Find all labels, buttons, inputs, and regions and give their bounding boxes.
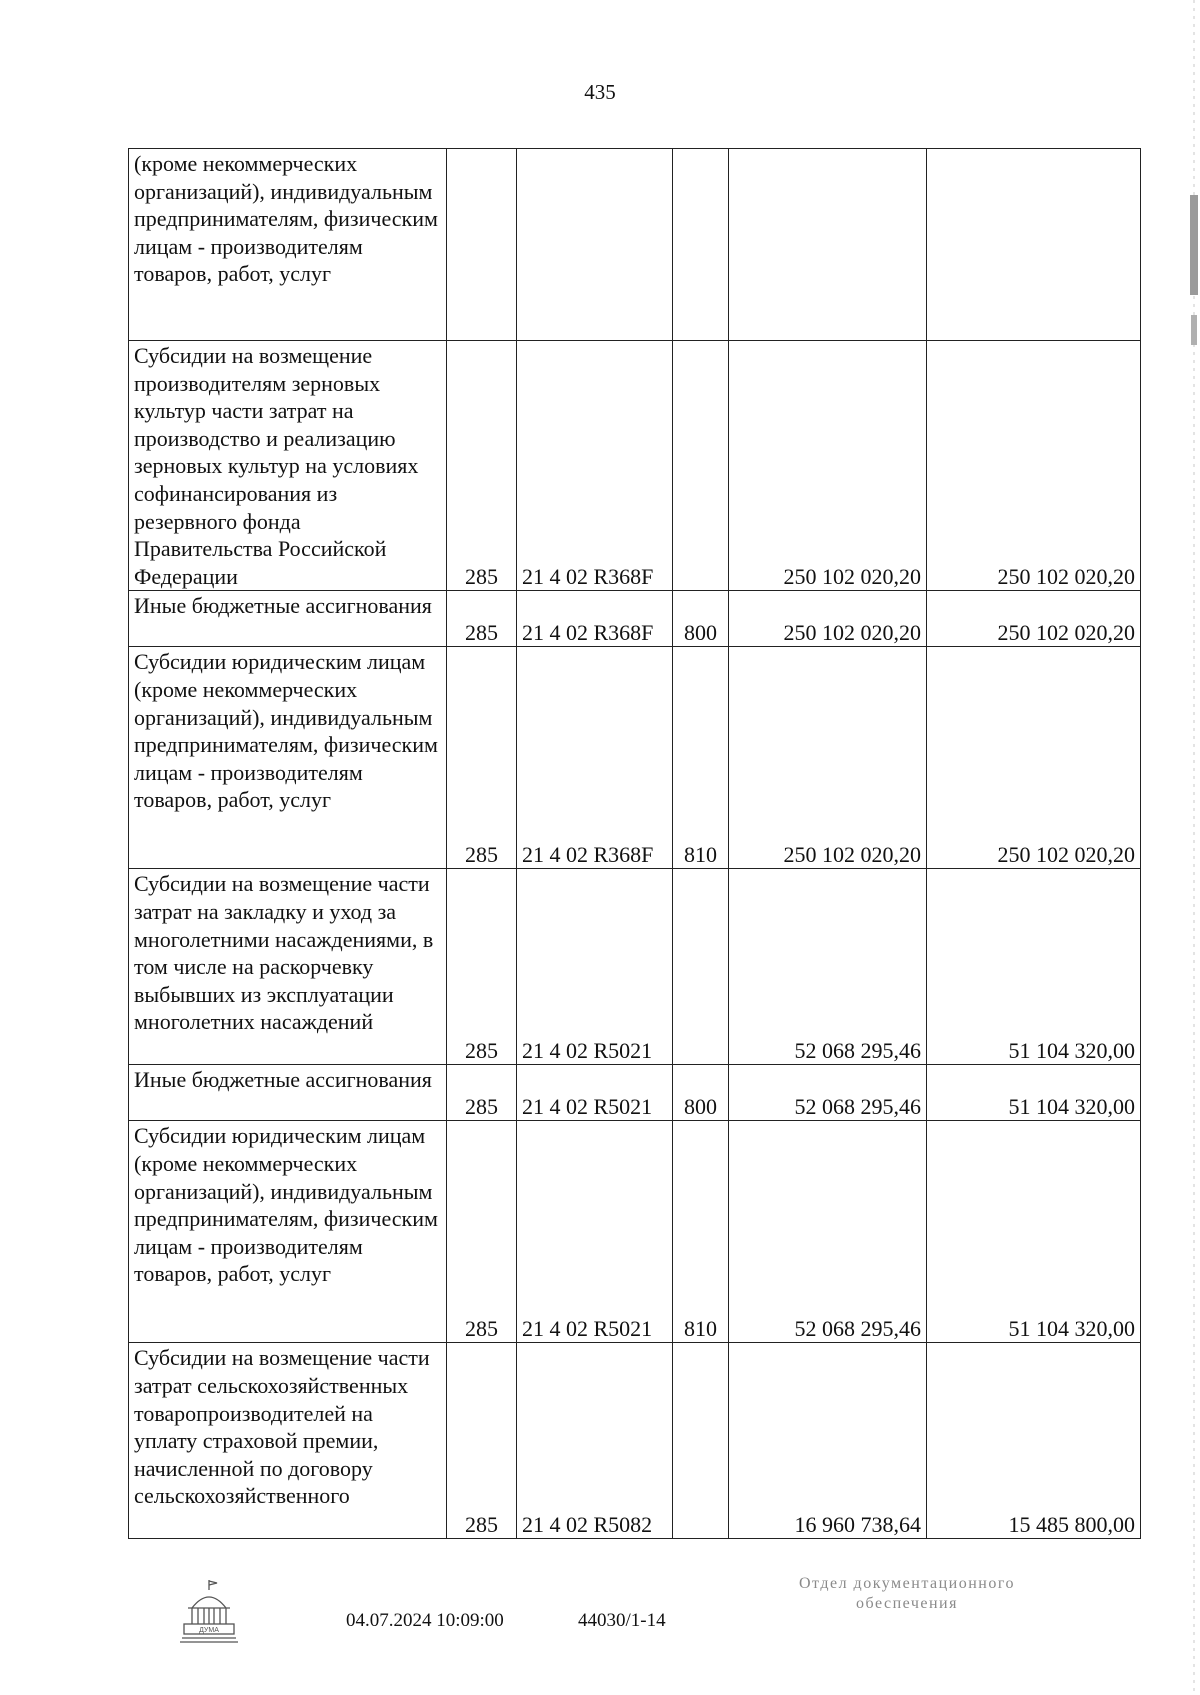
table-row xyxy=(129,1121,1141,1343)
table-row xyxy=(129,1065,1141,1121)
row-expense-type: 810 xyxy=(673,647,729,869)
row-target-article: 21 4 02 R368F xyxy=(517,341,673,591)
svg-text:ДУМА: ДУМА xyxy=(199,1627,219,1634)
row-ministry-code: 285 xyxy=(447,1121,517,1343)
row-expense-type: 800 xyxy=(673,1065,729,1121)
row-expense-type xyxy=(673,341,729,591)
row-description: Субсидии юридическим лицам (кроме некоммерческих организаций), индивидуальным предпринимателям, физическим лицам - производителям товаров, работ, услуг xyxy=(129,647,447,869)
footer-document-number: 44030/1-14 xyxy=(578,1610,666,1631)
row-amount-year-1: 52 068 295,46 xyxy=(729,1065,927,1121)
row-ministry-code xyxy=(447,149,517,341)
row-amount-year-2: 15 485 800,00 xyxy=(927,1343,1141,1539)
row-ministry-code: 285 xyxy=(447,869,517,1065)
row-amount-year-1 xyxy=(729,149,927,341)
table-row xyxy=(129,341,1141,591)
row-amount-year-2: 51 104 320,00 xyxy=(927,1121,1141,1343)
row-description: (кроме некоммерческих организаций), индивидуальным предпринимателям, физическим лицам - производителям товаров, работ, услуг xyxy=(129,149,447,341)
page-number: 435 xyxy=(584,80,616,104)
row-amount-year-1: 250 102 020,20 xyxy=(729,591,927,647)
row-target-article xyxy=(517,149,673,341)
row-expense-type xyxy=(673,149,729,341)
row-target-article: 21 4 02 R5021 xyxy=(517,1121,673,1343)
row-amount-year-2: 250 102 020,20 xyxy=(927,647,1141,869)
table-row xyxy=(129,869,1141,1065)
row-target-article: 21 4 02 R5021 xyxy=(517,1065,673,1121)
row-amount-year-1: 250 102 020,20 xyxy=(729,341,927,591)
row-target-article: 21 4 02 R368F xyxy=(517,591,673,647)
row-target-article: 21 4 02 R5021 xyxy=(517,869,673,1065)
table-row xyxy=(129,591,1141,647)
row-description: Субсидии на возмещение производителям зерновых культур части затрат на производство и реализацию зерновых культур на условиях софинансирования из резервного фонда Правительства Российской Федерации xyxy=(129,341,447,591)
row-amount-year-2: 51 104 320,00 xyxy=(927,869,1141,1065)
stamp-line-2: обеспечения xyxy=(856,1595,958,1612)
row-amount-year-1: 52 068 295,46 xyxy=(729,869,927,1065)
row-ministry-code: 285 xyxy=(447,341,517,591)
row-ministry-code: 285 xyxy=(447,1065,517,1121)
row-expense-type: 810 xyxy=(673,1121,729,1343)
row-amount-year-2: 250 102 020,20 xyxy=(927,341,1141,591)
budget-table xyxy=(128,148,1141,1539)
table-row xyxy=(129,1343,1141,1539)
table-row xyxy=(129,647,1141,869)
row-ministry-code: 285 xyxy=(447,647,517,869)
row-description: Субсидии на возмещение части затрат на закладку и уход за многолетними насаждениями, в том числе на раскорчевку выбывших из эксплуатации многолетних насаждений xyxy=(129,869,447,1065)
row-description: Субсидии юридическим лицам (кроме некоммерческих организаций), индивидуальным предпринимателям, физическим лицам - производителям товаров, работ, услуг xyxy=(129,1121,447,1343)
row-amount-year-1: 52 068 295,46 xyxy=(729,1121,927,1343)
row-ministry-code: 285 xyxy=(447,591,517,647)
row-target-article: 21 4 02 R368F xyxy=(517,647,673,869)
row-target-article: 21 4 02 R5082 xyxy=(517,1343,673,1539)
stamp-line-1: Отдел документационного xyxy=(798,1575,1016,1592)
department-stamp xyxy=(762,1574,1052,1614)
row-ministry-code: 285 xyxy=(447,1343,517,1539)
footer-timestamp: 04.07.2024 10:09:00 xyxy=(346,1610,504,1631)
row-amount-year-2 xyxy=(927,149,1141,341)
row-expense-type xyxy=(673,869,729,1065)
row-amount-year-1: 250 102 020,20 xyxy=(729,647,927,869)
duma-building-logo-icon xyxy=(178,1578,240,1646)
row-expense-type xyxy=(673,1343,729,1539)
row-description: Иные бюджетные ассигнования xyxy=(129,591,447,647)
row-amount-year-2: 250 102 020,20 xyxy=(927,591,1141,647)
row-description: Иные бюджетные ассигнования xyxy=(129,1065,447,1121)
table-row xyxy=(129,149,1141,341)
row-expense-type: 800 xyxy=(673,591,729,647)
row-amount-year-2: 51 104 320,00 xyxy=(927,1065,1141,1121)
row-amount-year-1: 16 960 738,64 xyxy=(729,1343,927,1539)
row-description: Субсидии на возмещение части затрат сельскохозяйственных товаропроизводителей на уплату страховой премии, начисленной по договору сельскохозяйственного xyxy=(129,1343,447,1539)
scan-edge-strip xyxy=(1188,0,1200,1695)
